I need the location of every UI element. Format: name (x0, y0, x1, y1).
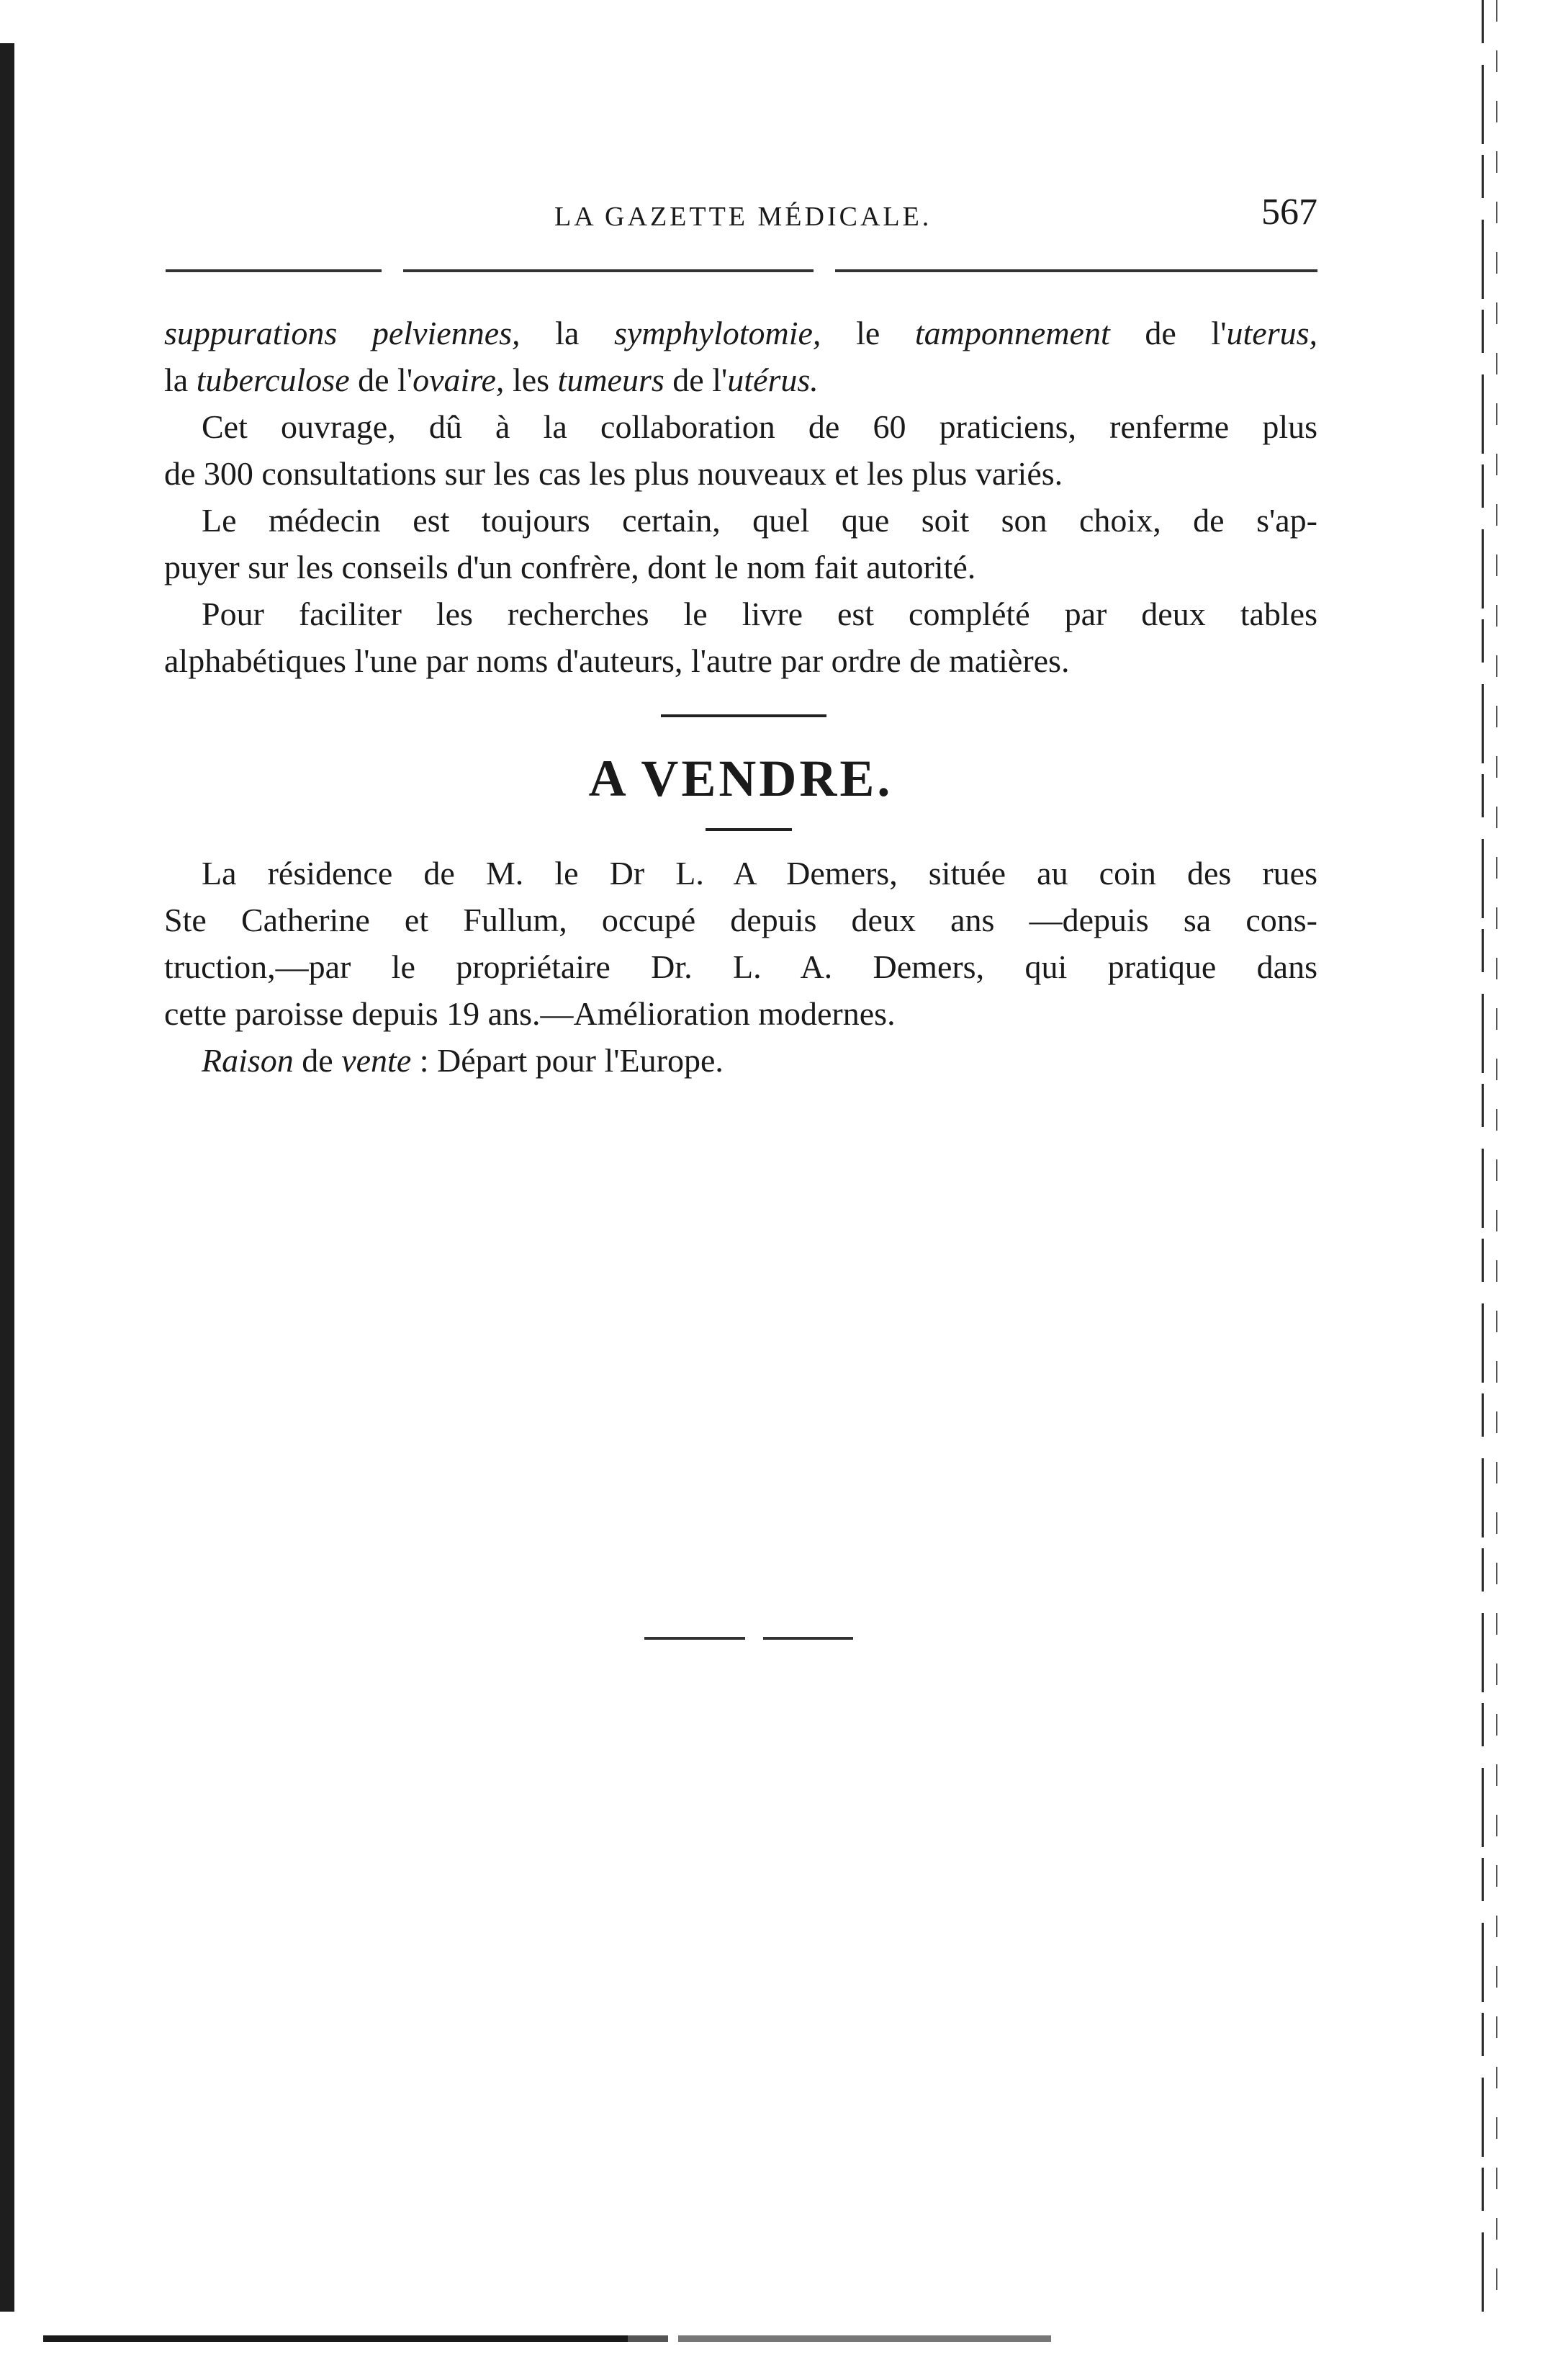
italic-term: tumeurs (557, 362, 664, 398)
section-heading: A VENDRE. (588, 750, 893, 807)
page-edge-outer (1496, 0, 1497, 2304)
text-run: de l' (664, 362, 728, 398)
paragraph-line: Cet ouvrage, dû à la collaboration de 60 praticiens, renferme plus (202, 408, 1317, 445)
page-edge (1482, 0, 1484, 2319)
section-rule-top (661, 714, 826, 717)
running-title: LA GAZETTE MÉDICALE. (554, 202, 932, 232)
binding-shadow (0, 43, 14, 2312)
text-run: la (164, 362, 197, 398)
italic-term: vente (341, 1042, 412, 1079)
running-head (166, 191, 1317, 241)
notice-line: Ste Catherine et Fullum, occupé depuis deux ans —depuis sa cons- (164, 902, 1317, 938)
article-continuation (164, 310, 1317, 684)
italic-term: utérus. (727, 362, 819, 398)
notice-line (164, 1037, 1317, 1084)
text-run: le (821, 315, 915, 351)
scan-bottom-edge (43, 2335, 1051, 2342)
paragraph-line: Le médecin est toujours certain, quel que soit son choix, de s'ap- (202, 502, 1317, 539)
text-run: les (504, 362, 558, 398)
italic-term: tamponnement (914, 315, 1110, 351)
italic-term: Raison (202, 1042, 294, 1079)
end-rule (644, 1637, 853, 1640)
paragraph-line: de 300 consultations sur les cas les plus nouveaux et les plus variés. (164, 455, 1063, 492)
italic-term: symphylotomie, (614, 315, 821, 351)
notice-line: cette paroisse depuis 19 ans.—Amélioration modernes. (164, 995, 896, 1032)
paragraph-line: Pour faciliter les recherches le livre est complété par deux tables (202, 596, 1317, 632)
notice-line: La résidence de M. le Dr L. A Demers, située au coin des rues (202, 855, 1317, 892)
section-rule-bottom (706, 828, 792, 831)
text-run: de (293, 1042, 342, 1079)
paragraph-line: alphabétiques l'une par noms d'auteurs, l'autre par ordre de matières. (164, 642, 1070, 679)
text-run: de l' (1109, 315, 1227, 351)
text-run: : Départ pour l'Europe. (411, 1042, 724, 1079)
italic-term: uterus, (1226, 315, 1317, 351)
page-number: 567 (1261, 192, 1317, 233)
paragraph-line (164, 310, 1317, 356)
italic-term: tuberculose (196, 362, 350, 398)
italic-term: suppurations pelviennes, (164, 315, 521, 351)
text-run: de l' (349, 362, 413, 398)
notice-line: truction,—par le propriétaire Dr. L. A. Demers, qui pratique dans (164, 948, 1317, 985)
header-rule (166, 269, 1317, 272)
paragraph-line: puyer sur les conseils d'un confrère, dont le nom fait autorité. (164, 549, 976, 585)
sale-notice (164, 850, 1317, 1084)
paragraph-line (164, 356, 1317, 403)
italic-term: ovaire, (413, 362, 505, 398)
text-run: la (520, 315, 614, 351)
